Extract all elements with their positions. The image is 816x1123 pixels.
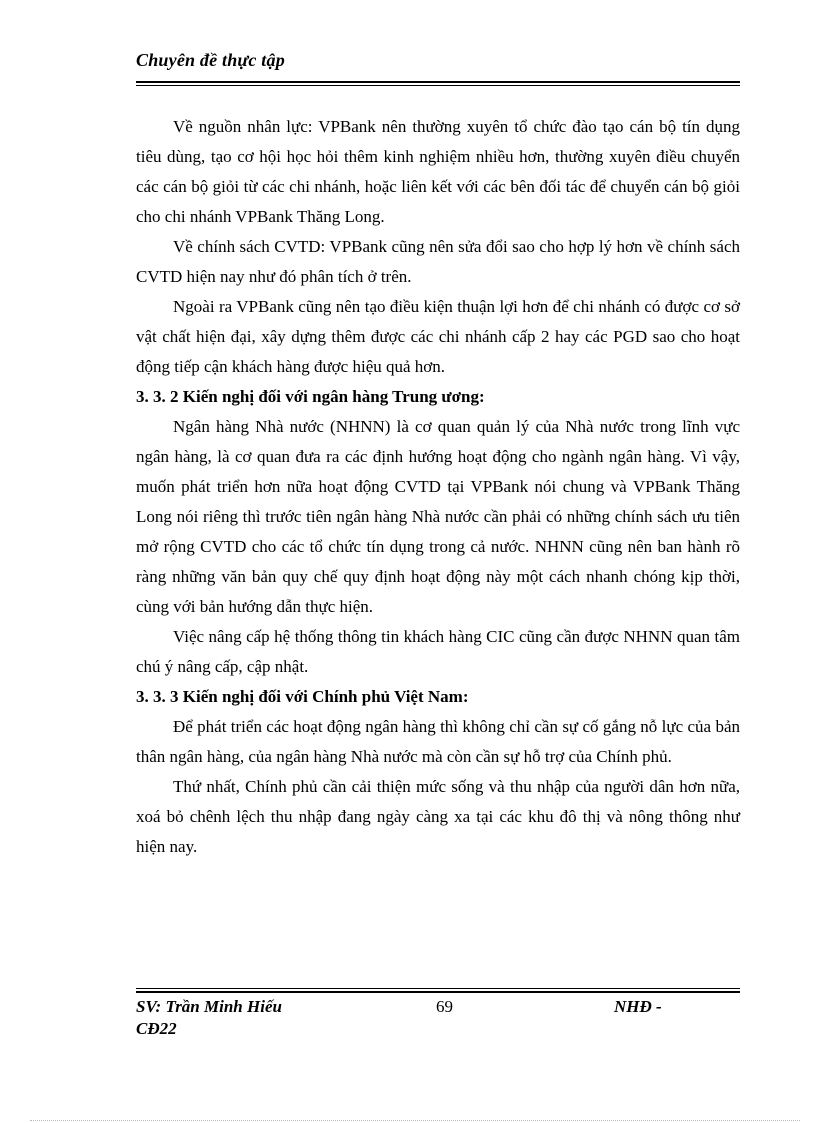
footer-student-name: SV: Trần Minh Hiếu — [136, 997, 282, 1016]
section-heading-government: 3. 3. 3 Kiến nghị đối với Chính phủ Việt Nam: — [136, 687, 469, 706]
page-bottom-border — [30, 1120, 800, 1121]
paragraph-income: Thứ nhất, Chính phủ cần cải thiện mức sống và thu nhập của người dân hơn nữa, xoá bỏ chênh lệch thu nhập đang ngày càng xa tại các khu đô thị và nông thông như hiện nay. — [136, 777, 740, 856]
footer-student-class: CĐ22 — [136, 1019, 177, 1038]
footer-rule-thick — [136, 991, 740, 993]
paragraph-central-bank: Ngân hàng Nhà nước (NHNN) là cơ quan quản lý của Nhà nước trong lĩnh vực ngân hàng, là cơ quan đưa ra các định hướng hoạt động cho ngành ngân hàng. Vì vậy, muốn phát triển hơn nữa hoạt động CVTD tại VPBank nói chung và VPBank Thăng Long nói riêng thì trước tiên ngân hàng Nhà nước cần phải có những chính sách ưu tiên mở rộng CVTD cho các tổ chức tín dụng trong cả nước. NHNN cũng nên ban hành rõ ràng những văn bản quy chế quy định hoạt động này một cách nhanh chóng kịp thời, cùng với bản hướng dẫn thực hiện. — [136, 417, 740, 616]
paragraph-government-support: Để phát triển các hoạt động ngân hàng thì không chỉ cần sự cố gắng nỗ lực của bản thân ngân hàng, của ngân hàng Nhà nước mà còn cần sự hỗ trợ của Chính phủ. — [136, 717, 740, 766]
section-heading-central-bank: 3. 3. 2 Kiến nghị đối với ngân hàng Trung ương: — [136, 387, 485, 406]
footer-department: NHĐ - — [614, 997, 662, 1016]
document-body — [136, 112, 740, 862]
header-rule-thick — [136, 81, 740, 83]
paragraph-cic-system: Việc nâng cấp hệ thống thông tin khách hàng CIC cũng cần được NHNN quan tâm chú ý nâng cấp, cập nhật. — [136, 627, 740, 676]
footer-student — [136, 996, 282, 1040]
paragraph-cvtd-policy: Về chính sách CVTD: VPBank cũng nên sửa đổi sao cho hợp lý hơn về chính sách CVTD hiện nay như đó phân tích ở trên. — [136, 237, 740, 286]
paragraph-human-resources: Về nguồn nhân lực: VPBank nên thường xuyên tổ chức đào tạo cán bộ tín dụng tiêu dùng, tạo cơ hội học hỏi thêm kinh nghiệm nhiều hơn, thường xuyên điều chuyển các cán bộ giỏi từ các chi nhánh, hoặc liên kết với các bên đối tác để chuyển cán bộ giỏi cho chi nhánh VPBank Thăng Long. — [136, 117, 740, 226]
page-number: 69 — [436, 997, 453, 1016]
paragraph-infrastructure: Ngoài ra VPBank cũng nên tạo điều kiện thuận lợi hơn để chi nhánh có được cơ sở vật chất hiện đại, xây dựng thêm được các chi nhánh cấp 2 hay các PGD sao cho hoạt động tiếp cận khách hàng được hiệu quả hơn. — [136, 297, 740, 376]
header-rule-thin — [136, 85, 740, 86]
page-header-title: Chuyên đề thực tập — [136, 50, 285, 70]
footer-rule-thin — [136, 988, 740, 989]
